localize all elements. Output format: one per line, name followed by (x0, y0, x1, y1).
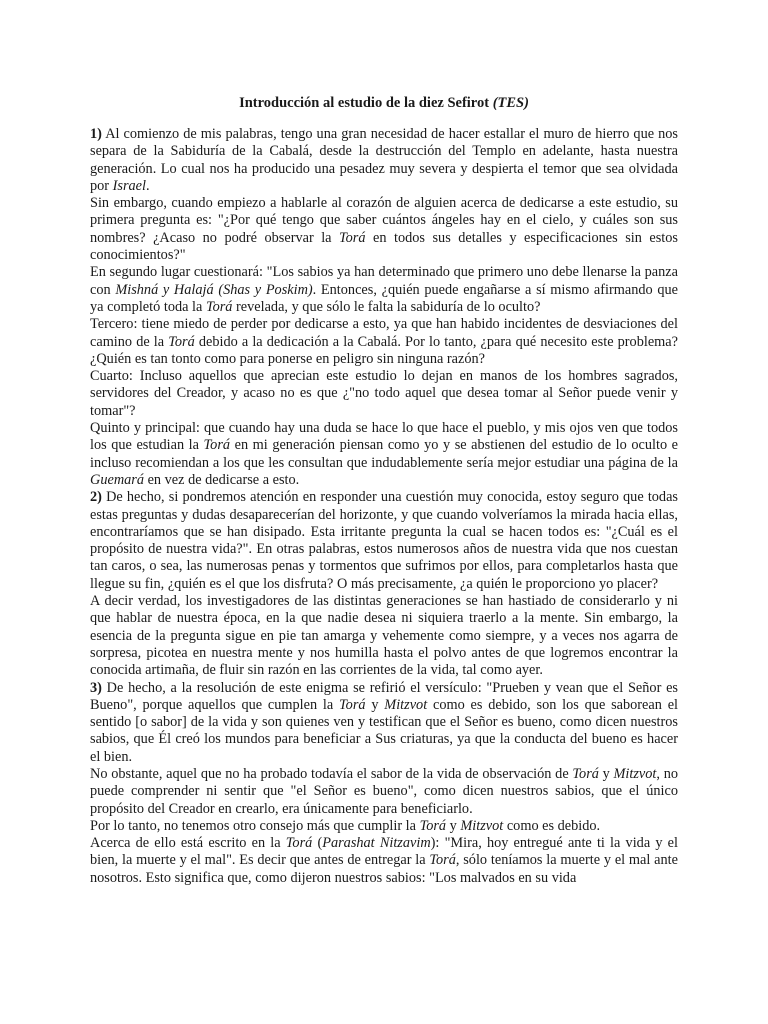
paragraph-9 (90, 680, 678, 766)
paragraph-text: y (598, 765, 614, 782)
italic-term: Mitzvot (613, 765, 657, 782)
paragraph-7 (90, 489, 678, 593)
paragraph-text: en mi generación piensan como yo y se abstienen del estudio de lo oculto e incluso recomiendan a los que les consultan que indudablemente sería mejor estudiar una página de la (90, 437, 679, 471)
italic-term: Parashat Nitzavim (322, 835, 431, 852)
paragraph-text: en todos sus detalles y especificaciones sin estos conocimientos?" (90, 229, 678, 264)
paragraph-text: y (446, 817, 461, 834)
title-abbrev: (TES) (492, 95, 529, 111)
italic-term: Torá (429, 852, 456, 869)
paragraph-text: como es debido, son los que saborean el sentido [o sabor] de la vida y son quienes ven y testifican que el Señor es bueno, como dicen nuestros sabios, que Él creó los mundos para beneficiar a Sus criaturas, ya que la conducta del bueno es hacer el bien. (90, 696, 679, 765)
paragraph-text: Tercero: tiene miedo de perder por dedicarse a esto, ya que han habido incidentes de desviaciones del camino de la (90, 316, 678, 350)
italic-term: Torá (205, 298, 233, 315)
italic-term: Mishná y Halajá (Shas y Poskim) (115, 281, 313, 298)
paragraph-text: En segundo lugar cuestionará: "Los sabios ya han determinado que primero uno debe llenarse la panza con (90, 264, 678, 298)
paragraph-text: , sólo teníamos la muerte y el mal ante nosotros. Esto significa que, como dijeron nuestros sabios: "Los malvados en su vida (90, 852, 678, 886)
italic-term: Torá (168, 333, 195, 350)
paragraph-text: en vez de dedicarse a esto. (144, 471, 300, 488)
paragraph-text: . Entonces, ¿quién puede engañarse a sí mismo afirmando que ya completó toda la (90, 281, 678, 315)
paragraph-text: ): "Mira, hoy entregué ante ti la vida y el bien, la muerte y el mal". Es decir que antes de entregar la (90, 835, 678, 869)
paragraph-text: De hecho, a la resolución de este enigma se refirió el versículo: "Prueben y vean que el Señor es Bueno", porque aquellos que cumplen la (90, 679, 678, 713)
italic-term: Mitzvot (384, 696, 428, 713)
italic-term: Torá (419, 817, 447, 834)
italic-term: Torá (339, 229, 366, 246)
paragraph-number: 3) (90, 679, 102, 696)
paragraph-1 (90, 126, 678, 195)
paragraph-text: y (365, 696, 385, 713)
italic-term: Torá (285, 835, 313, 852)
italic-term: Torá (203, 437, 231, 454)
paragraph-text: como es debido. (503, 817, 601, 834)
paragraph-text: Por lo tanto, no tenemos otro consejo más que cumplir la (90, 817, 420, 834)
paragraph-number: 2) (90, 489, 102, 506)
paragraph-text: Quinto y principal: que cuando hay una duda se hace lo que hace el pueblo, y mis ojos ven que todos los que estudian la (90, 420, 678, 454)
paragraph-4 (90, 316, 678, 368)
title-main: Introducción al estudio de la diez Sefirot (239, 95, 490, 111)
italic-term: Guemará (90, 471, 145, 488)
paragraph-text: debido a la dedicación a la Cabalá. Por lo tanto, ¿para qué necesito este problema? ¿Quién es tan tonto como para ponerse en peligro sin ninguna razón? (90, 333, 678, 367)
document-title (0, 94, 768, 112)
paragraph-text: Al comienzo de mis palabras, tengo una gran necesidad de hacer estallar el muro de hierro que nos separa de la Sabiduría de la Cabalá, desde la destrucción del Templo en adelante, hasta nuestra generación. Lo cual nos ha producido una pesadez muy severa y despierta el temor que sea olvidada por (90, 126, 678, 194)
paragraph-11 (90, 818, 678, 835)
italic-term: Torá (339, 696, 366, 713)
paragraph-text: De hecho, si pondremos atención en responder una cuestión muy conocida, estoy seguro que todas estas preguntas y dudas desaparecerían del horizonte, y que cuando volveríamos la mirada hacia ellas, encontraríamos que se han disipado. Esta irritante pregunta la cual se hacen todos es: "¿Cuál es el propósito de nuestra vida?". En otras palabras, estos numerosos años de nuestra vida que nos cuestan tan caros, o sea, las numerosas penas y tormentos que sufrimos por ellos, para completarlos hasta que llegue su fin, ¿quién es el que los disfruta? O más precisamente, ¿a quién le proporciono yo placer? (90, 489, 678, 592)
paragraph-10 (90, 766, 678, 818)
document-body (90, 126, 678, 887)
paragraph-text: Sin embargo, cuando empiezo a hablarle al corazón de alguien acerca de dedicarse a este estudio, su primera pregunta es: "¿Por qué tengo que saber cuántos ángeles hay en el cielo, y cuáles son sus nombres? ¿Acaso no podré observar la (90, 195, 678, 246)
italic-term: Israel (112, 177, 146, 194)
italic-term: Mitzvot (460, 817, 504, 834)
paragraph-6 (90, 420, 678, 489)
paragraph-number: 1) (90, 126, 102, 142)
paragraph-12 (90, 835, 678, 887)
italic-term: Torá (572, 765, 599, 782)
paragraph-text: , no puede comprender ni sentir que "el Señor es bueno", como dicen nuestros sabios, que el único propósito del Creador en crearlo, era únicamente para beneficiarlo. (90, 765, 679, 817)
paragraph-text: ( (312, 835, 323, 852)
paragraph-text: . (146, 177, 150, 194)
paragraph-2 (90, 195, 678, 264)
paragraph-text: revelada, y que sólo le falta la sabiduría de lo oculto? (232, 298, 541, 315)
paragraph-5 (90, 368, 678, 420)
paragraph-text: Acerca de ello está escrito en la (90, 835, 286, 852)
paragraph-text: No obstante, aquel que no ha probado todavía el sabor de la vida de observación de (90, 765, 573, 782)
paragraph-text: A decir verdad, los investigadores de las distintas generaciones se han hastiado de considerarlo y ni que hablar de nuestra época, en la que nadie desea ni siquiera traerlo a la mente. Sin embargo, la esencia de la pregunta sigue en pie tan amarga y vehemente como siempre, y a veces nos agarra de sorpresa, picotea en nuestra mente y nos humilla hasta el polvo antes de que logremos encontrar la conocida artimaña, de fluir sin razón en las corrientes de la vida, tal como ayer. (90, 593, 678, 679)
paragraph-3 (90, 264, 678, 316)
paragraph-8 (90, 593, 678, 679)
paragraph-text: Cuarto: Incluso aquellos que aprecian este estudio lo dejan en manos de los hombres sagrados, servidores del Creador, y acaso no es que ¿"no todo aquel que desea tomar al Señor puede venir y tomar"? (90, 368, 678, 419)
